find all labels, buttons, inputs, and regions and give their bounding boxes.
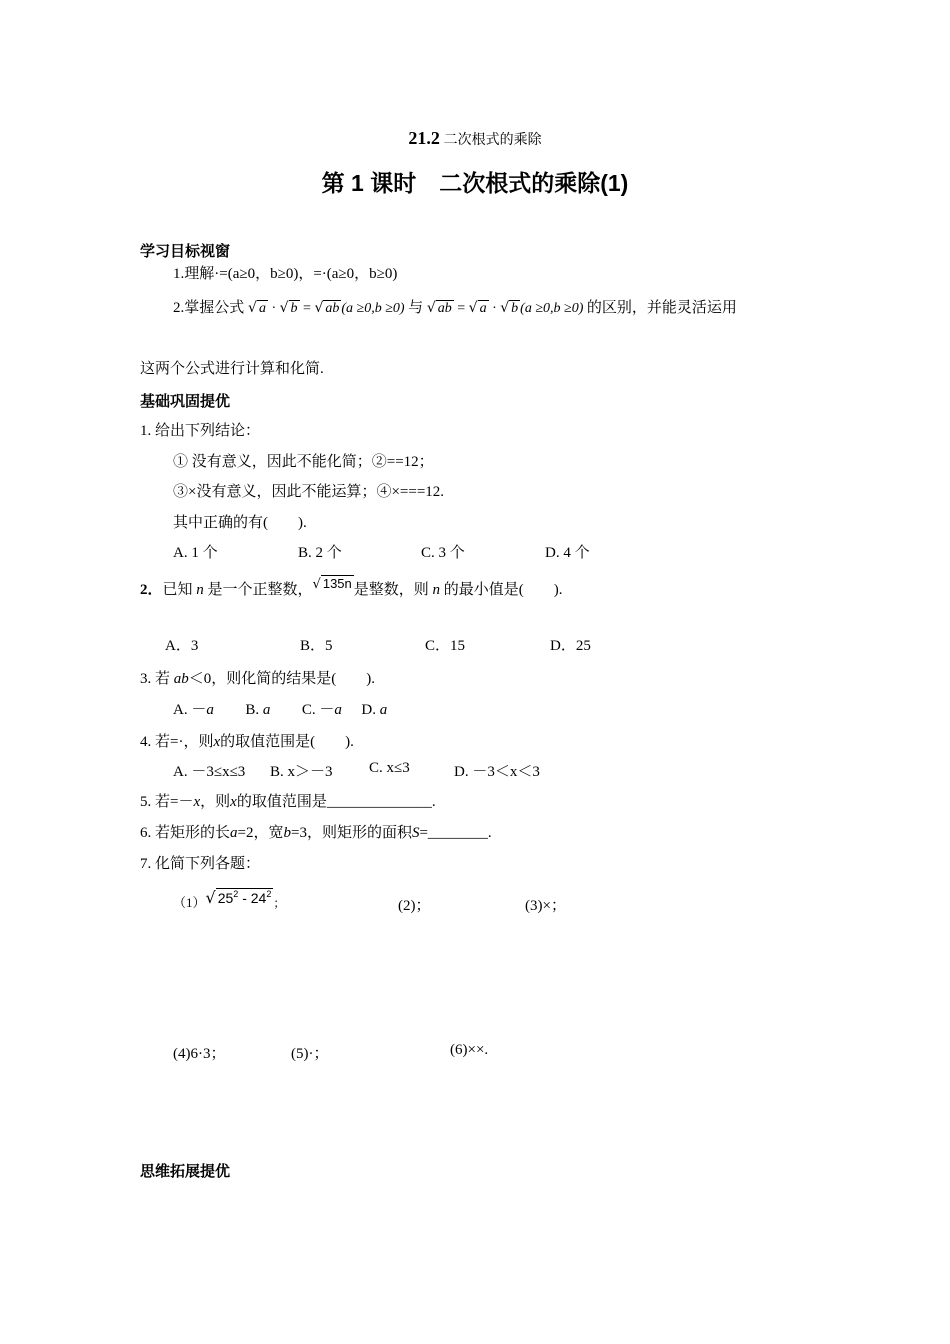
objective-2-prefix: 2.掌握公式	[173, 300, 245, 316]
q3-option-d: D. a	[361, 702, 388, 718]
section-title: 二次根式的乘除	[443, 133, 542, 148]
q1-line1: ① 没有意义，因此不能化简；②==12；	[173, 454, 434, 470]
q1-stem: 1. 给出下列结论：	[140, 423, 261, 439]
objective-2-with: 与	[408, 300, 424, 316]
q4-stem: 4. 若=·，则x的取值范围是( ).	[140, 734, 354, 750]
objective-2-continuation: 这两个公式进行计算和化简.	[140, 361, 324, 377]
sqrt-25sq-minus-24sq: √ $25^2 - 24^2$	[205, 888, 272, 907]
q7-part-1: （1）√ $25^2 - 24^2$；	[173, 888, 286, 910]
q4-option-d: D. －3＜x＜3	[454, 764, 540, 780]
objectives-heading: 学习目标视窗	[140, 243, 231, 260]
q1-option-c: C. 3 个	[421, 545, 465, 561]
formula-reverse-rule: √ ab = √ a · √ b (a ≥0,b ≥0)	[426, 300, 584, 316]
objective-2-suffix: 的区别，并能灵活运用	[586, 300, 737, 316]
q7-stem: 7. 化简下列各题：	[140, 856, 261, 872]
sqrt-135n: √ 135n	[312, 576, 352, 592]
extension-heading: 思维拓展提优	[140, 1163, 231, 1180]
sqrt-b: √ b	[279, 300, 298, 316]
q2-stem: 2．已知 n 是一个正整数，√ 135n 是整数，则 n 的最小值是( ).	[140, 576, 563, 598]
q3-options	[173, 698, 387, 719]
q2-option-d: D．25	[550, 638, 591, 654]
q5-stem: 5. 若=－x，则x的取值范围是______________.	[140, 794, 436, 810]
q4-option-c: C. x≤3	[369, 760, 410, 776]
objective-2	[173, 296, 737, 317]
q7-part-5: (5)·；	[291, 1046, 329, 1062]
q1-line2: ③×没有意义，因此不能运算；④×===12.	[173, 484, 445, 500]
q3-option-c: C. －a	[301, 702, 342, 718]
objective-1: 1.理解·=(a≥0，b≥0)，=·(a≥0，b≥0)	[173, 266, 398, 282]
formula-product-rule: √ a · √ b = √ ab (a ≥0,b ≥0)	[248, 300, 405, 316]
q1-line3: 其中正确的有( ).	[173, 515, 307, 531]
section-header	[0, 128, 950, 149]
q4-option-b: B. x＞－3	[270, 764, 333, 780]
q3-option-b: B. a	[245, 702, 271, 718]
q1-option-d: D. 4 个	[545, 545, 590, 561]
sqrt-ab: √ ab	[314, 300, 340, 316]
sqrt-ab-2: √ ab	[426, 300, 452, 316]
q7-part-6: (6)××.	[450, 1042, 489, 1058]
sqrt-a-2: √ a	[468, 300, 487, 316]
lesson-title: 第 1 课时 二次根式的乘除(1)	[321, 170, 629, 196]
q6-stem: 6. 若矩形的长a=2，宽b=3，则矩形的面积S=________.	[140, 825, 492, 841]
q2-number: 2．	[140, 582, 163, 598]
q7-part-4: (4)6·3；	[173, 1046, 226, 1062]
sqrt-b-2: √ b	[500, 300, 519, 316]
q4-option-a: A. －3≤x≤3	[173, 764, 246, 780]
q2-option-a: A．3	[165, 638, 199, 654]
q1-option-a: A. 1 个	[173, 545, 218, 561]
section-number: 21.2	[408, 128, 440, 148]
q7-part-2: (2)；	[398, 898, 431, 914]
q2-option-b: B．5	[300, 638, 333, 654]
q1-option-b: B. 2 个	[298, 545, 342, 561]
q3-stem: 3. 若 ab＜0，则化简的结果是( ).	[140, 671, 376, 687]
q3-option-a: A. －a	[173, 702, 214, 718]
basics-heading: 基础巩固提优	[140, 393, 231, 410]
q7-part-3: (3)×；	[525, 898, 566, 914]
sqrt-a: √ a	[248, 300, 266, 316]
q2-option-c: C．15	[425, 638, 466, 654]
